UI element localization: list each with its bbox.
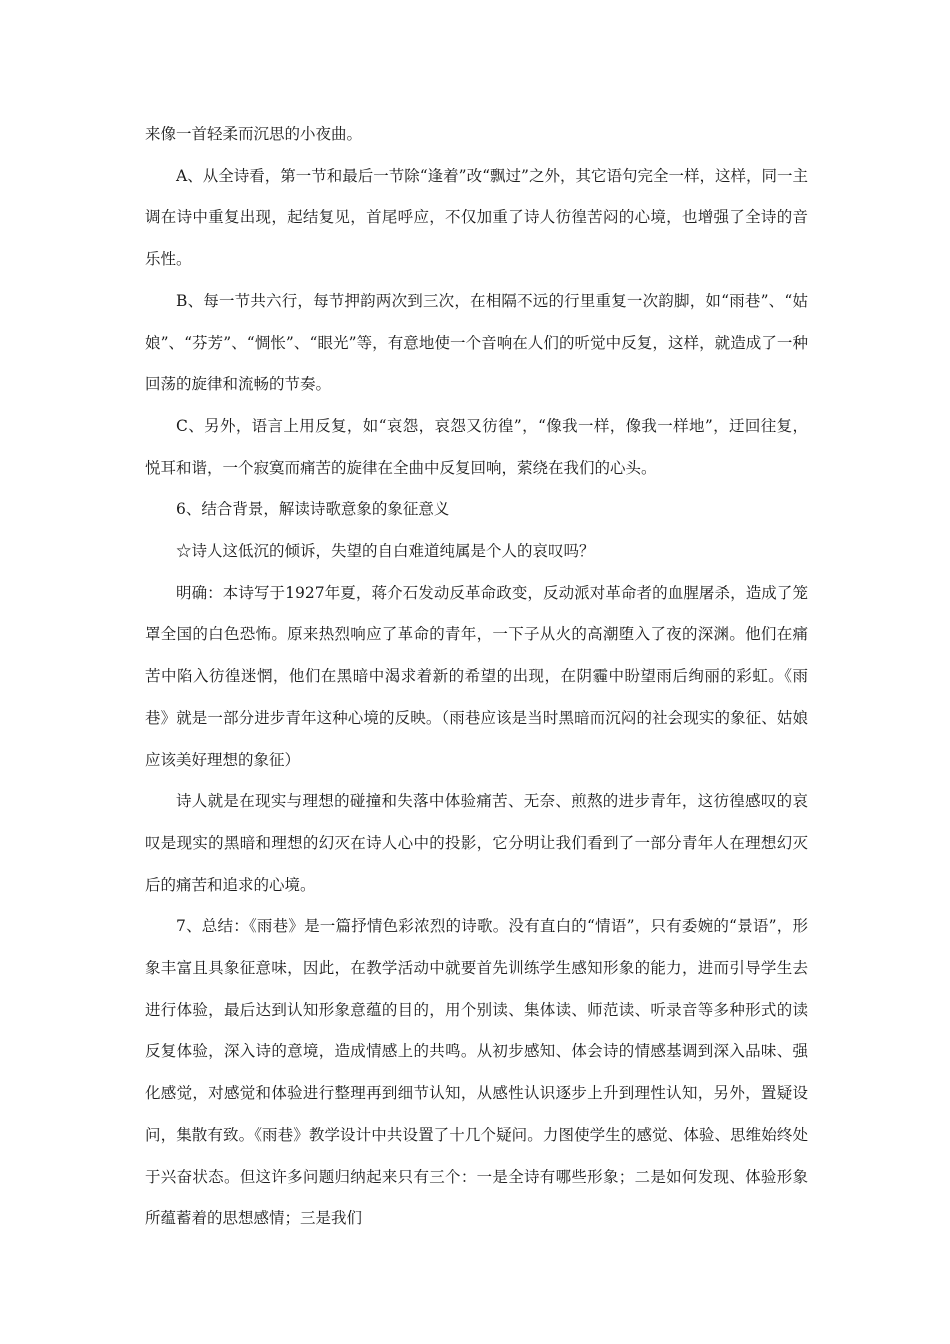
paragraph-summary-7: 7、总结：《雨巷》是一篇抒情色彩浓烈的诗歌。没有直白的“情语”，只有委婉的“景语”，形象丰富且具象征意味，因此，在教学活动中就要首先训练学生感知形象的能力，进而引导学生去进行体验，最后达到认知形象意蕴的目的，用个别读、集体读、师范读、听录音等多种形式的读反复体验，深入诗的意境，造成情感上的共鸣。从初步感知、体会诗的情感基调到深入品味、强化感觉，对感觉和体验进行整理再到细节认知，从感性认识逐步上升到理性认知，另外，置疑设问，集散有致。《雨巷》教学设计中共设置了十几个疑问。力图使学生的感觉、体验、思维始终处于兴奋状态。但这许多问题归纳起来只有三个：一是全诗有哪些形象；二是如何发现、体验形象所蕴蓄着的思想感情；三是我们 (145, 917, 808, 1228)
section-heading-6: 6、结合背景，解读诗歌意象的象征意义 (176, 500, 450, 519)
paragraph-answer: 明确：本诗写于1927年夏，蒋介石发动反革命政变，反动派对革命者的血腥屠杀，造成了笼罩全国的白色恐怖。原来热烈响应了革命的青年，一下子从火的高潮堕入了夜的深渊。他们在痛苦中陷入彷徨迷惘，他们在黑暗中渴求着新的希望的出现，在阴霾中盼望雨后绚丽的彩虹。《雨巷》就是一部分进步青年这种心境的反映。（雨巷应该是当时黑暗而沉闷的社会现实的象征、姑娘应该美好理想的象征） (145, 583, 808, 769)
paragraph-point-b: B、每一节共六行，每节押韵两次到三次，在相隔不远的行里重复一次韵脚，如“雨巷”、“姑娘”、“芬芳”、“惆怅”、“眼光”等，有意地使一个音响在人们的听觉中反复，这样，就造成了一种回荡的旋律和流畅的节奏。 (145, 291, 808, 394)
paragraph-point-c: C、另外，语言上用反复，如“哀怨，哀怨又彷徨”，“像我一样，像我一样地”，迂回往复，悦耳和谐，一个寂寞而痛苦的旋律在全曲中反复回响，萦绕在我们的心头。 (145, 416, 808, 477)
question-line: ☆诗人这低沉的倾诉，失望的自白难道纯属是个人的哀叹吗？ (176, 542, 595, 561)
paragraph-poet: 诗人就是在现实与理想的碰撞和失落中体验痛苦、无奈、煎熬的进步青年，这彷徨感叹的哀叹是现实的黑暗和理想的幻灭在诗人心中的投影，它分明让我们看到了一部分青年人在理想幻灭后的痛苦和追求的心境。 (145, 792, 808, 894)
document-body (145, 114, 808, 1240)
paragraph-point-a: A、从全诗看，第一节和最后一节除“逢着”改“飘过”之外，其它语句完全一样，这样，同一主调在诗中重复出现，起结复见，首尾呼应，不仅加重了诗人彷徨苦闷的心境，也增强了全诗的音乐性。 (145, 166, 808, 269)
paragraph-continuation: 来像一首轻柔而沉思的小夜曲。 (145, 125, 363, 143)
